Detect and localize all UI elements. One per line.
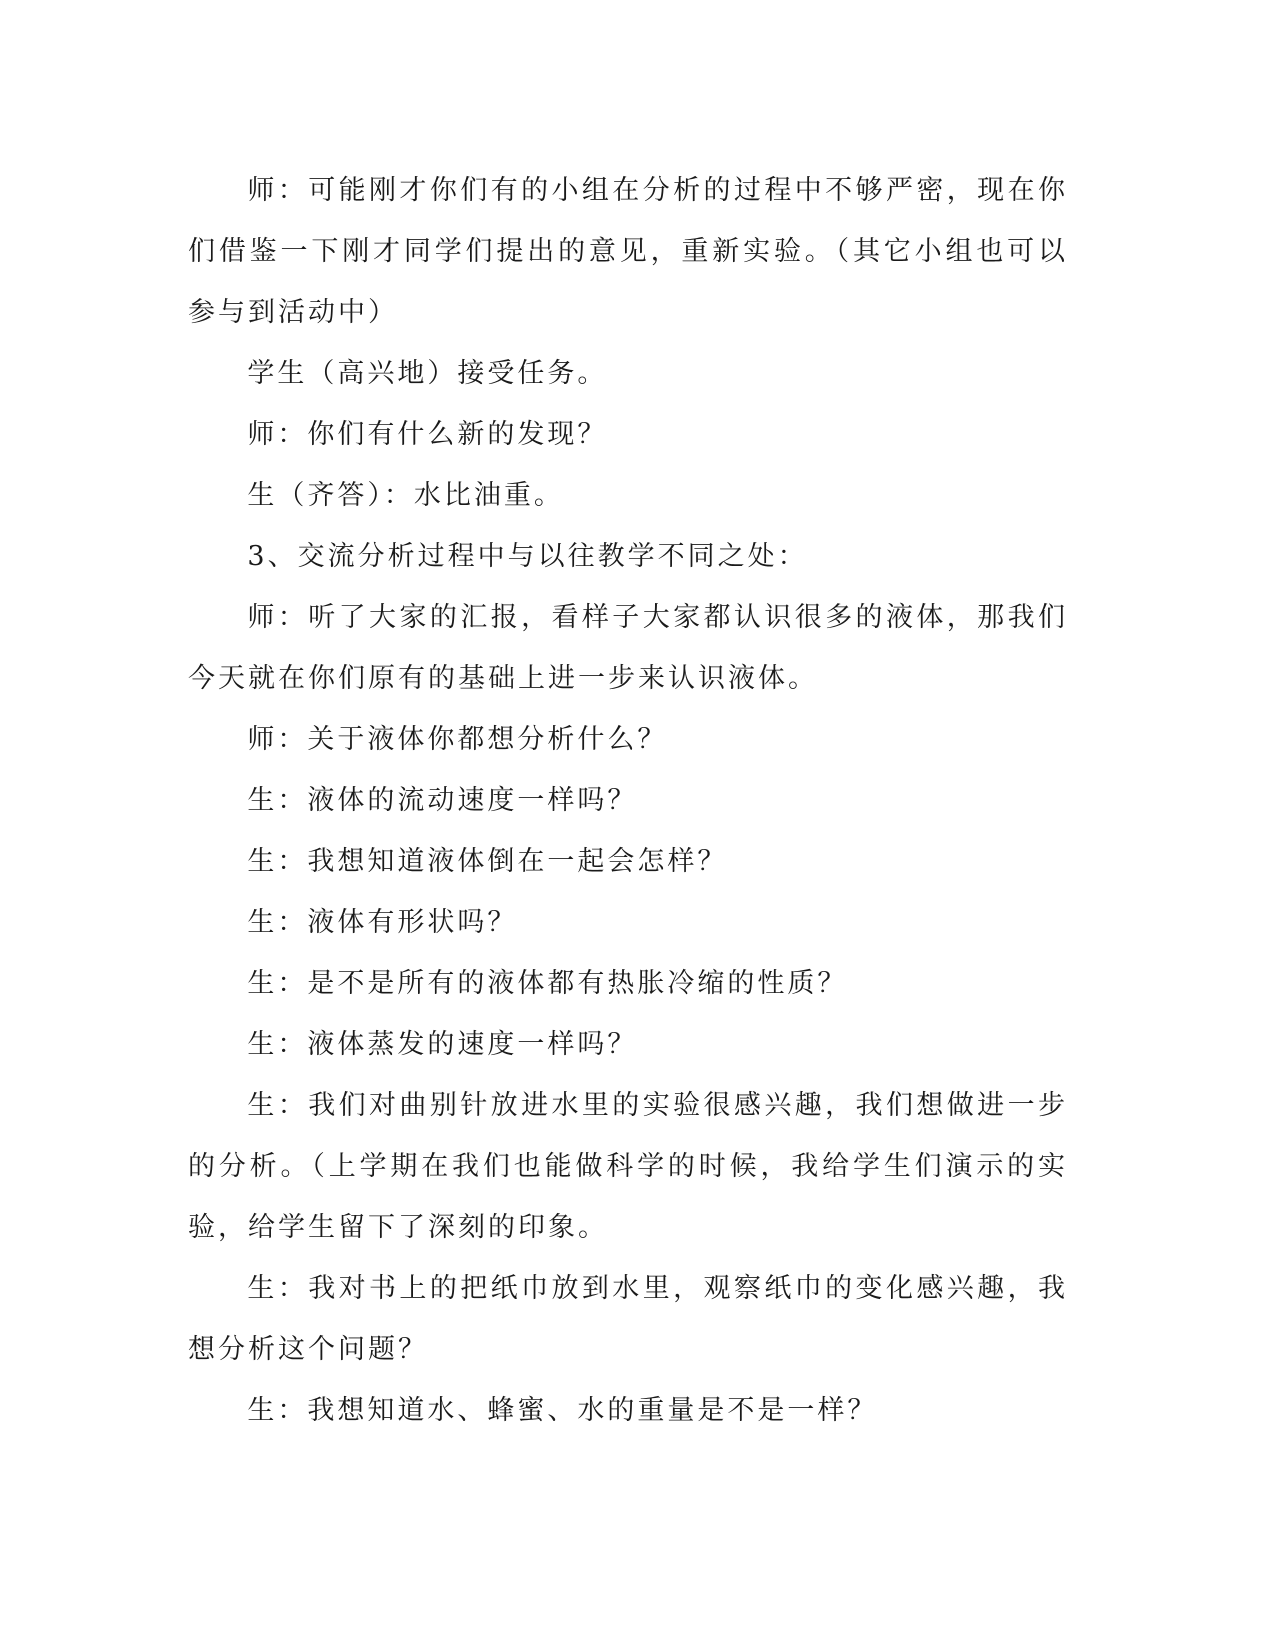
paragraph: 师：你们有什么新的发现？	[247, 419, 608, 450]
paragraph: 生：液体的流动速度一样吗？	[247, 785, 638, 816]
document-body	[188, 160, 1068, 1441]
paragraph: 师：听了大家的汇报，看样子大家都认识很多的液体，那我们今天就在你们原有的基础上进一步来认识液体。	[188, 602, 1068, 694]
paragraph: 师：可能刚才你们有的小组在分析的过程中不够严密，现在你们借鉴一下刚才同学们提出的意见，重新实验。（其它小组也可以参与到活动中）	[188, 175, 1068, 328]
paragraph: 生：液体蒸发的速度一样吗？	[247, 1029, 638, 1060]
paragraph: 生：我们对曲别针放进水里的实验很感兴趣，我们想做进一步的分析。（上学期在我们也能做科学的时候，我给学生们演示的实验，给学生留下了深刻的印象。	[188, 1090, 1068, 1243]
paragraph: 3、交流分析过程中与以往教学不同之处：	[247, 541, 808, 572]
paragraph: 生：我对书上的把纸巾放到水里，观察纸巾的变化感兴趣，我想分析这个问题？	[188, 1273, 1068, 1365]
paragraph: 生：我想知道水、蜂蜜、水的重量是不是一样？	[247, 1395, 878, 1426]
paragraph: 学生（高兴地）接受任务。	[247, 358, 608, 389]
paragraph: 生：液体有形状吗？	[247, 907, 518, 938]
paragraph: 生：我想知道液体倒在一起会怎样？	[247, 846, 728, 877]
paragraph: 师：关于液体你都想分析什么？	[247, 724, 668, 755]
paragraph: 生（齐答）：水比油重。	[247, 480, 564, 511]
paragraph: 生：是不是所有的液体都有热胀冷缩的性质？	[247, 968, 848, 999]
